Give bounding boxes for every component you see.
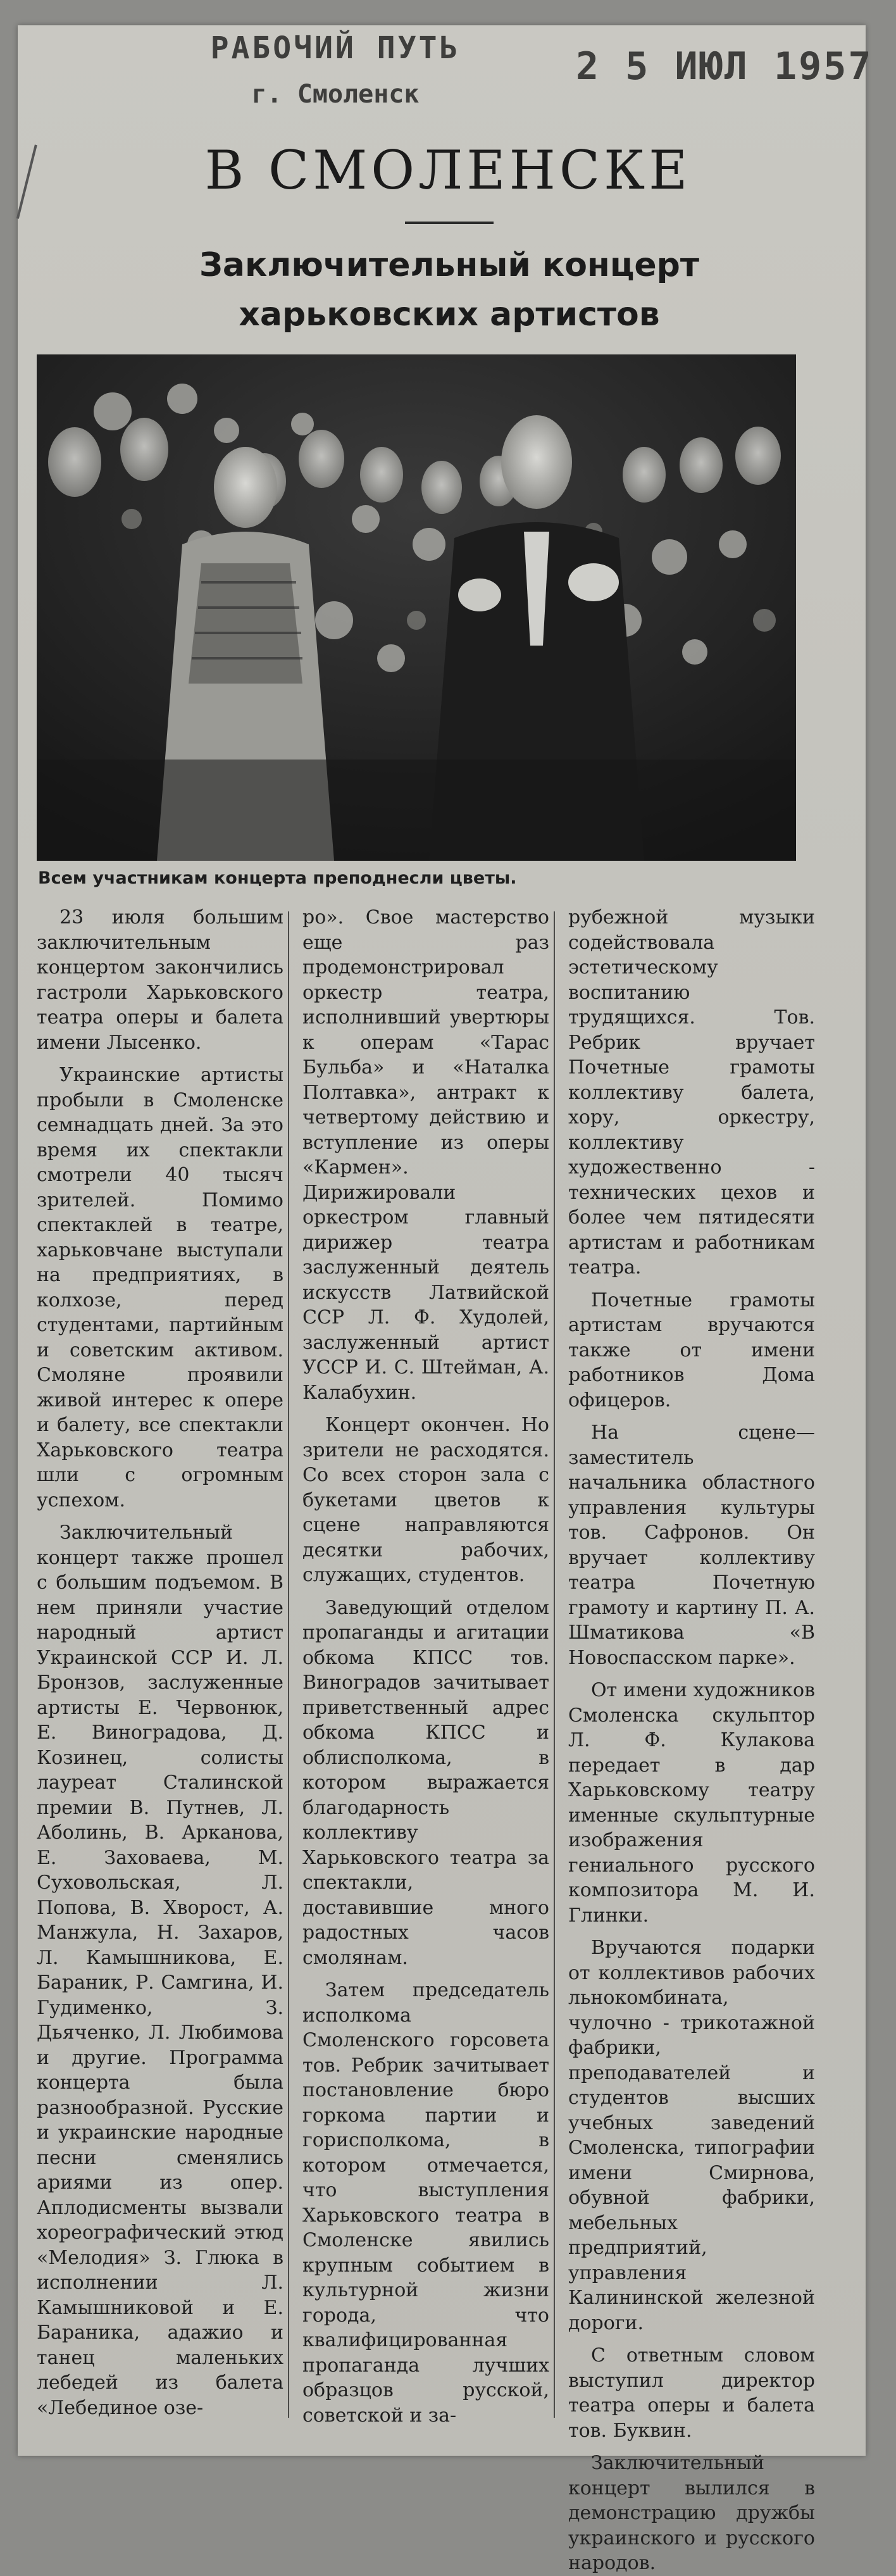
stamp-newspaper-name: РАБОЧИЙ ПУТЬ [210, 30, 461, 66]
article-column-3 [568, 905, 815, 2574]
article-paragraph: На сцене—заместитель начальника областного управления культуры тов. Сафронов. Он вручает коллективу театра Почетную грамоту и картину П. А. Шматикова «В Новоспасском парке». [568, 1422, 815, 1669]
article-paragraph: С ответным словом выступил директор театра оперы и балета тов. Буквин. [568, 2344, 815, 2442]
subheadline [114, 241, 785, 339]
article-column-2 [302, 905, 549, 2449]
column-divider [288, 911, 289, 2418]
article-paragraph: Вручаются подарки от коллективов рабочих льнокомбината, чулочно - трикотажной фабрики, преподавателей и студентов высших учебных заведений Смоленска, типографии имени Смирнова, обувной фабрики, мебельных предприятий, управления Калининской железной дороги. [568, 1937, 815, 2334]
article-paragraph: ро». Свое мастерство еще раз продемонстрировал оркестр театра, исполнивший увертюры к операм «Тарас Бульба» и «Наталка Полтавка», антракт к четвертому действию и вступление из оперы «Кармен». Дирижировали оркестром главный дирижер театра заслуженный деятель искусств Латвийской ССР Л. Ф. Худолей, заслуженный артист УССР И. С. Штейман, А. Калабухин. [302, 906, 549, 1404]
article-column-1 [37, 905, 283, 2449]
photo-caption: Всем участникам концерта преподнесли цветы. [38, 868, 517, 888]
article-paragraph: От имени художников Смоленска скульптор Л. Ф. Кулакова передает в дар Харьковскому театру именные скульптурные изображения гениального русского композитора М. И. Глинки. [568, 1679, 815, 1927]
subheadline-line-2: харьковских артистов [239, 296, 660, 334]
article-paragraph: Украинские артисты пробыли в Смоленске семнадцать дней. За это время их спектакли смотрели 40 тысяч зрителей. Помимо спектаклей в театре, харьковчане выступали на предприятиях, в колхозе, перед студентами, партийным и советским активом. Смоляне проявили живой интерес к опере и балету, все спектакли Харьковского театра шли с огромным успехом. [37, 1064, 283, 1511]
concert-photo-image [37, 354, 796, 861]
stamp-date: 2 5 ИЮЛ 1957 [576, 44, 873, 89]
article-paragraph: Заведующий отделом пропаганды и агитации обкома КПСС тов. Виноградов зачитывает приветственный адрес обкома КПСС и облисполкома, в котором выражается благодарность коллективу Харьковского театра за спектакли, доставившие много радостных часов смолянам. [302, 1596, 549, 1969]
article-paragraph: Затем председатель исполкома Смоленского горсовета тов. Ребрик зачитывает постановление бюро горкома партии и горисполкома, в котором отмечается, что выступления Харьковского театра в Смоленске явились крупным событием в культурной жизни города, что квалифицированная пропаганда лучших образцов русской, советской и за- [302, 1979, 549, 2427]
subheadline-line-1: Заключительный концерт [199, 246, 700, 284]
headline-divider [405, 222, 494, 224]
article-paragraph: Заключительный концерт вылился в демонстрацию дружбы украинского и русского народов. [568, 2452, 815, 2574]
column-divider [554, 911, 555, 2418]
article-paragraph: 23 июля большим заключительным концертом закончились гастроли Харьковского театра оперы и балета имени Лысенко. [37, 906, 283, 1054]
headline: В СМОЛЕНСКЕ [204, 139, 692, 201]
newspaper-stamp [202, 30, 468, 109]
article-paragraph: Концерт окончен. Но зрители не расходятся. Со всех сторон зала с букетами цветов к сцене направляются десятки рабочих, служащих, студентов. [302, 1414, 549, 1586]
stamp-city: г. Смоленск [251, 80, 420, 109]
article-paragraph: Почетные грамоты артистам вручаются также от имени работников Дома офицеров. [568, 1289, 815, 1411]
concert-photo [37, 354, 796, 861]
article-paragraph: Заключительный концерт также прошел с большим подъемом. В нем приняли участие народный артист Украинской ССР И. Л. Бронзов, заслуженные артисты Е. Червонюк, Е. Виноградова, Д. Козинец, солисты лауреат Сталинской премии В. Путнев, Л. Аболинь, В. Арканова, Е. Заховаева, М. Суховольская, Л. Попова, В. Хворост, А. Манжула, Н. Захаров, Л. Камышникова, Е. Бараник, Р. Самгина, И. Гудименко, З. Дьяченко, Л. Любимова и другие. Программа концерта была разнообразной. Русские и украинские народные песни сменялись ариями из опер. Аплодисменты вызвали хореографический этюд «Мелодия» З. Глюка в исполнении Л. Камышниковой и Е. Бараника, адажио и танец маленьких лебедей из балета «Лебединое озе- [37, 1522, 283, 2419]
article-paragraph: рубежной музыки содействовала эстетическому воспитанию трудящихся. Тов. Ребрик вручает Почетные грамоты коллективу балета, хору, оркестру, коллективу художественно - технических цехов и более чем пятидесяти артистам и работникам театра. [568, 906, 815, 1279]
